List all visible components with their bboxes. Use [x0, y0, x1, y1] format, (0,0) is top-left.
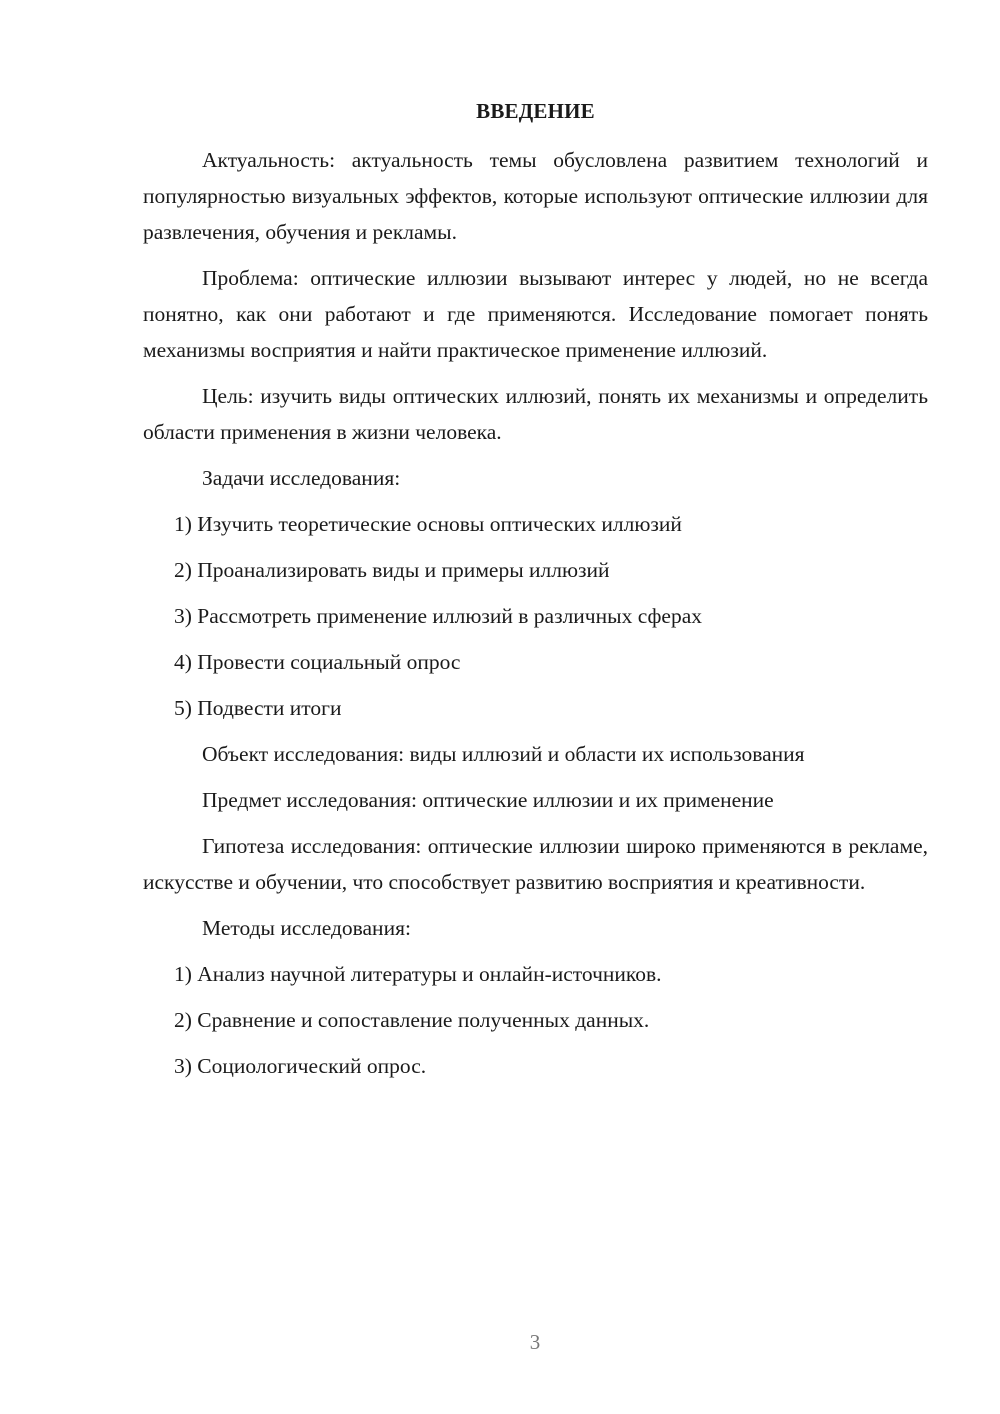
- goal-paragraph: Цель: изучить виды оптических иллюзий, понять их механизмы и определить области применения в жизни человека.: [143, 384, 928, 444]
- list-item: 3) Социологический опрос.: [174, 1054, 427, 1078]
- methods-list: [143, 956, 928, 1084]
- list-item: 5) Подвести итоги: [174, 696, 342, 720]
- page-number: 3: [529, 1330, 541, 1354]
- section-heading: ВВЕДЕНИЕ: [476, 99, 595, 123]
- hypothesis-paragraph: Гипотеза исследования: оптические иллюзии широко применяются в рекламе, искусстве и обучении, что способствует развитию восприятия и креативности.: [143, 834, 928, 894]
- list-item: 2) Проанализировать виды и примеры иллюзий: [174, 558, 610, 582]
- list-item: 4) Провести социальный опрос: [174, 650, 461, 674]
- relevance-paragraph: Актуальность: актуальность темы обусловлена развитием технологий и популярностью визуальных эффектов, которые используют оптические иллюзии для развлечения, обучения и рекламы.: [143, 148, 928, 244]
- list-item: 2) Сравнение и сопоставление полученных данных.: [174, 1008, 650, 1032]
- page-content: [143, 94, 928, 1094]
- problem-paragraph: Проблема: оптические иллюзии вызывают интерес у людей, но не всегда понятно, как они работают и где применяются. Исследование помогает понять механизмы восприятия и найти практическое применение иллюзий.: [143, 266, 928, 362]
- methods-title: Методы исследования:: [202, 916, 411, 940]
- tasks-list: [143, 506, 928, 726]
- object-paragraph: Объект исследования: виды иллюзий и области их использования: [202, 742, 805, 766]
- list-item: 1) Изучить теоретические основы оптических иллюзий: [174, 512, 682, 536]
- list-item: 1) Анализ научной литературы и онлайн-источников.: [174, 962, 662, 986]
- subject-paragraph: Предмет исследования: оптические иллюзии и их применение: [202, 788, 774, 812]
- tasks-title: Задачи исследования:: [202, 466, 401, 490]
- list-item: 3) Рассмотреть применение иллюзий в различных сферах: [174, 604, 703, 628]
